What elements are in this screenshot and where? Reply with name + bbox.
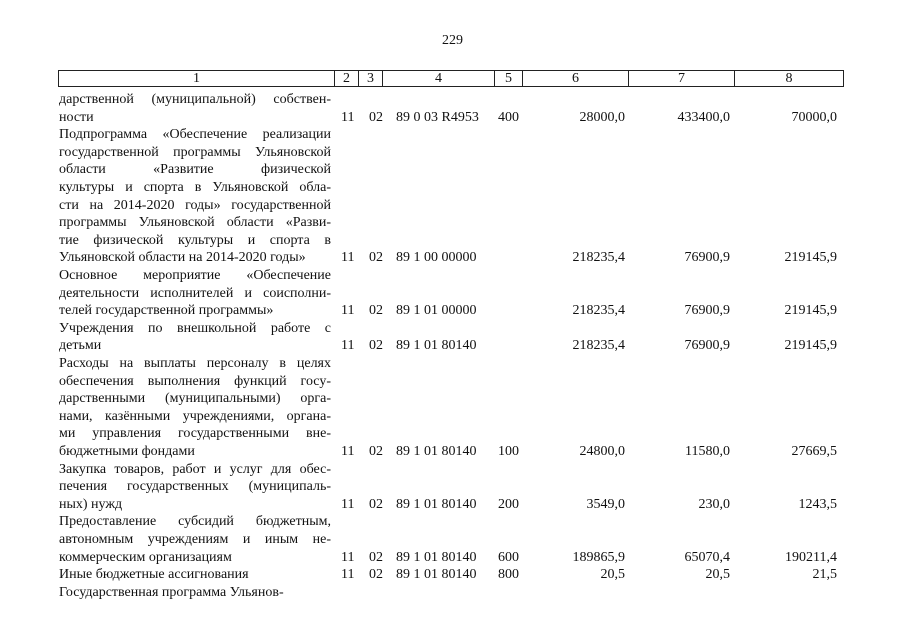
description-line: ных) нужд	[59, 496, 123, 512]
cell-c8: 70000,0	[791, 109, 837, 125]
cell-c2: 11	[341, 250, 355, 266]
cell-c6: 218235,4	[572, 338, 625, 354]
cell-c7: 65070,4	[684, 549, 730, 565]
header-col-3: 3	[359, 71, 383, 86]
cell-c6: 20,5	[600, 567, 625, 583]
cell-c8: 1243,5	[798, 496, 837, 512]
table-row	[0, 513, 905, 566]
description-line: Учреждения по внешкольной работе с	[59, 320, 331, 336]
cell-c2: 11	[341, 496, 355, 512]
cell-c3: 02	[369, 549, 383, 565]
cell-c3: 02	[369, 338, 383, 354]
cell-c7: 76900,9	[684, 338, 730, 354]
cell-c3: 02	[369, 496, 383, 512]
cell-c4: 89 1 01 80140	[396, 443, 477, 459]
description-line: дарственными (муниципальными) орга-	[59, 391, 331, 407]
cell-c7: 433400,0	[677, 109, 730, 125]
cell-c5: 800	[498, 567, 519, 583]
table-header-row	[58, 70, 844, 87]
cell-c2: 11	[341, 549, 355, 565]
cell-c6: 24800,0	[579, 443, 625, 459]
description-line: телей государственной программы»	[59, 303, 274, 319]
header-col-1: 1	[59, 71, 335, 86]
cell-c8: 21,5	[812, 567, 837, 583]
table-row	[0, 91, 905, 126]
cell-c4: 89 1 01 80140	[396, 549, 477, 565]
description-line: Предоставление субсидий бюджетным,	[59, 514, 331, 530]
table-body	[0, 91, 905, 601]
row-values	[0, 302, 905, 320]
cell-c7: 230,0	[698, 496, 730, 512]
table-row	[0, 461, 905, 514]
cell-c7: 20,5	[705, 567, 730, 583]
row-values	[0, 549, 905, 567]
cell-c6: 28000,0	[579, 109, 625, 125]
cell-c3: 02	[369, 250, 383, 266]
cell-c6: 3549,0	[586, 496, 625, 512]
header-col-8: 8	[785, 71, 793, 86]
description-line: тие физической культуры и спорта в	[59, 232, 331, 248]
description-line: бюджетными фондами	[59, 443, 195, 459]
description-line: Закупка товаров, работ и услуг для обес-	[59, 461, 331, 477]
cell-c8: 219145,9	[784, 338, 837, 354]
row-values	[0, 109, 905, 127]
description-line: Иные бюджетные ассигнования	[59, 567, 249, 583]
description-line: области «Развитие физической	[59, 162, 331, 178]
header-col-2: 2	[335, 71, 359, 86]
description-line: нами, казёнными учреждениями, органа-	[59, 408, 331, 424]
description-line: автономным учреждениям и иным не-	[59, 531, 331, 547]
row-values	[0, 496, 905, 514]
description-line: детьми	[59, 338, 102, 354]
cell-c5: 200	[498, 496, 519, 512]
cell-c8: 219145,9	[784, 250, 837, 266]
cell-c4: 89 1 01 00000	[396, 303, 477, 319]
description-line: сти на 2014-2020 годы» государственной	[59, 197, 331, 213]
cell-c2: 11	[341, 443, 355, 459]
cell-c4: 89 1 01 80140	[396, 496, 477, 512]
description-line: программы Ульяновской области «Разви-	[59, 215, 331, 231]
cell-c4: 89 1 01 80140	[396, 567, 477, 583]
description-line: ми управления государственными вне-	[59, 426, 331, 442]
page-number: 229	[442, 33, 463, 48]
description-line: Государственная программа Ульянов-	[59, 584, 284, 600]
description-line: обеспечения выполнения функций госу-	[59, 373, 331, 389]
description-line: культуры и спорта в Ульяновской обла-	[59, 179, 331, 195]
cell-c5: 400	[498, 109, 519, 125]
cell-c4: 89 1 00 00000	[396, 250, 477, 266]
table-row	[0, 320, 905, 355]
cell-c4: 89 1 01 80140	[396, 338, 477, 354]
cell-c7: 76900,9	[684, 303, 730, 319]
cell-c3: 02	[369, 443, 383, 459]
cell-c5: 600	[498, 549, 519, 565]
header-col-5: 5	[495, 71, 523, 86]
row-values	[0, 566, 905, 584]
cell-c3: 02	[369, 303, 383, 319]
cell-c2: 11	[341, 567, 355, 583]
cell-c2: 11	[341, 338, 355, 354]
cell-c4: 89 0 03 R4953	[396, 109, 479, 125]
table-row	[0, 566, 905, 584]
row-description	[59, 126, 331, 267]
cell-c6: 218235,4	[572, 303, 625, 319]
description-line: дарственной (муниципальной) собствен-	[59, 92, 331, 107]
cell-c8: 190211,4	[785, 549, 837, 565]
row-values	[0, 249, 905, 267]
description-line: деятельности исполнителей и соисполни-	[59, 285, 331, 301]
header-col-7: 7	[629, 71, 735, 86]
cell-c5: 100	[498, 443, 519, 459]
description-line: ности	[59, 109, 94, 125]
cell-c2: 11	[341, 109, 355, 125]
cell-c6: 189865,9	[572, 549, 625, 565]
cell-c8: 219145,9	[784, 303, 837, 319]
row-values	[0, 337, 905, 355]
cell-c7: 11580,0	[685, 443, 730, 459]
cell-c6: 218235,4	[572, 250, 625, 266]
cell-c3: 02	[369, 109, 383, 125]
table-row	[0, 126, 905, 267]
description-line: печения государственных (муниципаль-	[59, 479, 331, 495]
header-col-6: 6	[523, 71, 629, 86]
table-row	[0, 584, 905, 602]
header-col-4: 4	[383, 71, 495, 86]
description-line: Расходы на выплаты персоналу в целях	[59, 355, 331, 371]
description-line: государственной программы Ульяновской	[59, 144, 331, 160]
description-line: Ульяновской области на 2014-2020 годы»	[59, 250, 306, 266]
cell-c3: 02	[369, 567, 383, 583]
description-line: Основное мероприятие «Обеспечение	[59, 267, 331, 283]
cell-c2: 11	[341, 303, 355, 319]
row-values	[0, 584, 905, 602]
cell-c7: 76900,9	[684, 250, 730, 266]
description-line: Подпрограмма «Обеспечение реализации	[59, 127, 331, 143]
row-values	[0, 443, 905, 461]
table-row	[0, 267, 905, 320]
cell-c8: 27669,5	[791, 443, 837, 459]
description-line: коммерческим организациям	[59, 549, 232, 565]
table-row	[0, 355, 905, 461]
